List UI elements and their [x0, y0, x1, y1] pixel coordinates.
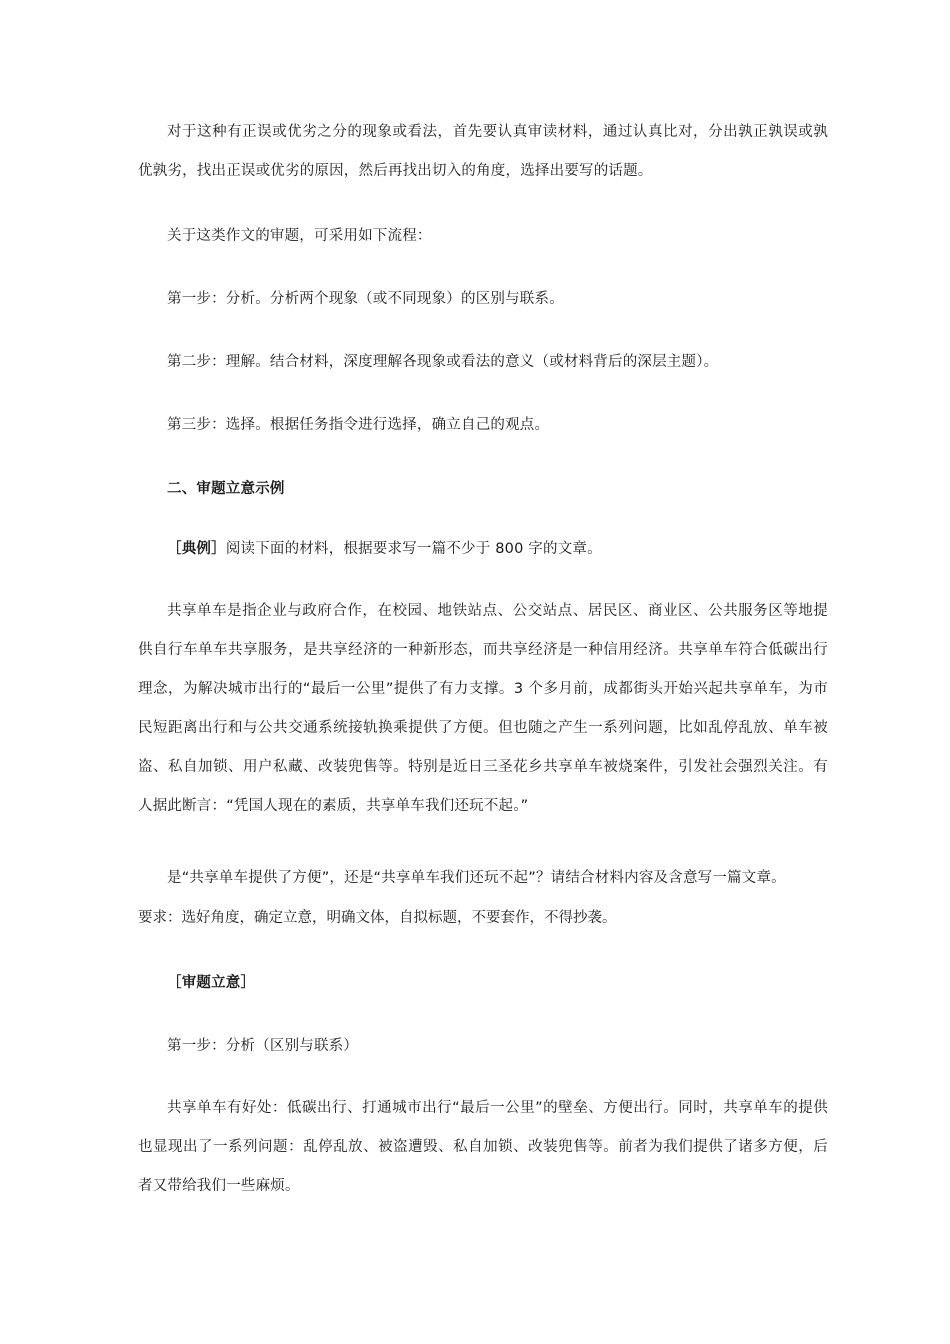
step-one-body: 共享单车有好处：低碳出行、打通城市出行“最后一公里”的壁垒、方便出行。同时，共享单车的提供也显现出了一系列问题：乱停乱放、被盗遭毁、私自加锁、改装兜售等。前者为我们提供了诸多方便，后者又带给我们一些麻烦。	[138, 1100, 828, 1194]
section-heading: 二、审题立意示例	[167, 481, 285, 497]
requirement-paragraph: 要求：选好角度，确定立意，明确文体，自拟标题，不要套作，不得抄袭。	[138, 910, 617, 926]
example-prompt: 阅读下面的材料，根据要求写一篇不少于 800 字的文章。	[225, 541, 602, 557]
example-label: ［典例］	[167, 541, 226, 557]
step-one-title: 第一步：分析（区别与联系）	[167, 1038, 359, 1054]
step-three-paragraph: 第三步：选择。根据任务指令进行选择，确立自己的观点。	[167, 417, 550, 433]
example-paragraph	[138, 530, 828, 569]
analysis-heading: ［审题立意］	[167, 975, 256, 991]
flow-intro-paragraph: 关于这类作文的审题，可采用如下流程：	[167, 228, 432, 244]
step-one-paragraph: 第一步：分析。分析两个现象（或不同现象）的区别与联系。	[167, 291, 564, 307]
material-paragraph: 共享单车是指企业与政府合作，在校园、地铁站点、公交站点、居民区、商业区、公共服务区等地提供自行车单车共享服务，是共享经济的一种新形态，而共享经济是一种信用经济。共享单车符合低碳出行理念，为解决城市出行的“最后一公里”提供了有力支撑。3 个多月前，成都街头开始兴起共享单车，为市民短距离出行和与公共交通系统接轨换乘提供了方便。但也随之产生一系列问题，比如乱停乱放、单车被盗、私自加锁、用户私藏、改装兜售等。特别是近日三圣花乡共享单车被烧案件，引发社会强烈关注。有人据此断言：“凭国人现在的素质，共享单车我们还玩不起。”	[138, 603, 828, 814]
step-two-paragraph: 第二步：理解。结合材料，深度理解各现象或看法的意义（或材料背后的深层主题）。	[167, 354, 719, 370]
question-paragraph: 是“共享单车提供了方便”，还是“共享单车我们还玩不起”？请结合材料内容及含意写一篇文章。	[167, 870, 786, 886]
intro-paragraph: 对于这种有正误或优劣之分的现象或看法，首先要认真审读材料，通过认真比对，分出孰正孰误或孰优孰劣，找出正误或优劣的原因，然后再找出切入的角度，选择出要写的话题。	[138, 124, 828, 179]
